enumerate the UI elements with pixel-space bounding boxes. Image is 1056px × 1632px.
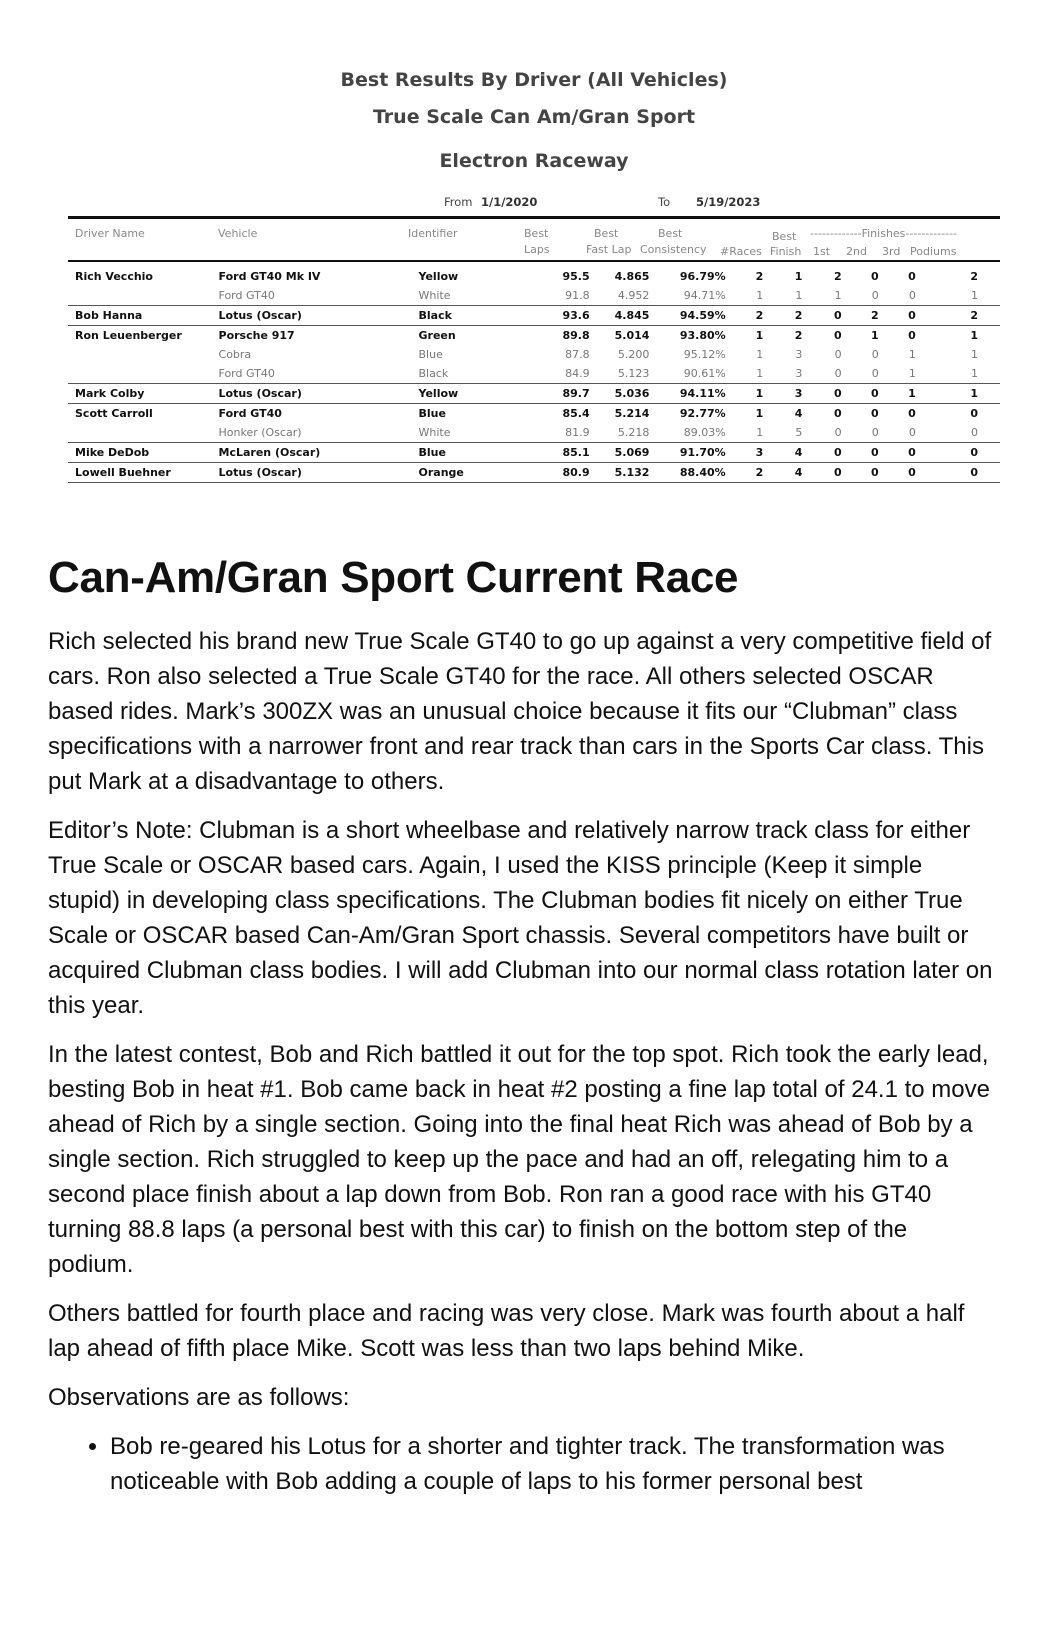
header-rule: [68, 216, 1000, 219]
cell-third: 1: [893, 384, 930, 404]
table-row: [68, 384, 1000, 404]
cell-third: 0: [893, 306, 930, 326]
cell-third: 0: [908, 329, 916, 342]
col-best-fast-2: Fast Lap: [586, 243, 632, 256]
results-table: [68, 267, 1000, 483]
cell-identifier: Black: [419, 306, 541, 326]
cell-cons: 88.40%: [649, 463, 725, 483]
table-row: [68, 404, 1000, 424]
cell-podiums: 1: [970, 329, 978, 342]
paragraph: Others battled for fourth place and racing was very close. Mark was fourth about a half lap ahead of fifth place Mike. Scott was less than two laps behind Mike.: [48, 1300, 965, 1362]
cell-third: 0: [908, 407, 916, 420]
col-first: 1st: [813, 245, 831, 258]
cell-cons: 93.80%: [679, 329, 726, 342]
to-label: To: [658, 195, 671, 209]
cell-laps: 84.9: [540, 364, 589, 384]
cell-fast: 5.214: [614, 407, 650, 420]
cell-driver: [68, 286, 219, 306]
cell-cons: 89.03%: [649, 423, 725, 443]
cell-races: 1: [755, 407, 764, 420]
cell-races: 2: [755, 270, 764, 283]
cell-finish: 4: [777, 443, 816, 463]
cell-fast: 5.069: [590, 443, 650, 463]
cell-vehicle: Lotus (Oscar): [219, 384, 419, 404]
cell-cons: 90.61%: [649, 364, 725, 384]
cell-finish: 1: [777, 286, 816, 306]
list-item: • Bob re-geared his Lotus for a shorter and tighter track. The transformation was noticeable with Bob adding a couple of laps to his former personal best: [110, 1429, 998, 1499]
col-podiums: Podiums: [910, 245, 957, 258]
cell-first: 0: [816, 384, 855, 404]
cell-third: 1: [908, 348, 916, 361]
cell-finish: 5: [777, 423, 816, 443]
cell-second: 0: [856, 443, 893, 463]
cell-vehicle: McLaren (Oscar): [219, 443, 419, 463]
cell-laps: 89.8: [562, 329, 590, 342]
col-best-finish-2: Finish: [770, 245, 802, 258]
cell-driver: Mark Colby: [68, 384, 219, 404]
col-best-finish-1: Best: [772, 230, 797, 243]
cell-cons: 91.70%: [649, 443, 725, 463]
table-row: [68, 326, 1000, 346]
cell-first: 0: [833, 407, 842, 420]
cell-identifier: Blue: [418, 348, 443, 361]
report-title: Best Results By Driver (All Vehicles): [340, 69, 728, 91]
cell-finish: 3: [795, 348, 803, 361]
cell-fast: 5.200: [617, 348, 650, 361]
col-best-fast-1: Best: [594, 227, 619, 240]
cell-driver: Bob Hanna: [68, 306, 219, 326]
cell-driver: Lowell Buehner: [68, 463, 219, 483]
col-finishes: -------------Finishes-------------: [810, 227, 958, 240]
cell-vehicle: Cobra: [218, 348, 252, 361]
cell-podiums: 1: [971, 348, 978, 361]
cell-first: 0: [833, 329, 842, 342]
cell-third: 0: [893, 286, 930, 306]
cell-finish: 2: [777, 306, 816, 326]
cell-vehicle: Ford GT40: [219, 364, 419, 384]
cell-laps: 93.6: [540, 306, 589, 326]
cell-fast: 5.132: [590, 463, 650, 483]
cell-fast: 4.865: [614, 270, 650, 283]
cell-podiums: 0: [930, 423, 1000, 443]
cell-laps: 81.9: [540, 423, 589, 443]
cell-podiums: 1: [930, 364, 1000, 384]
cell-identifier: Blue: [418, 407, 446, 420]
cell-third: 0: [893, 423, 930, 443]
cell-cons: 94.11%: [649, 384, 725, 404]
cell-podiums: 1: [930, 384, 1000, 404]
cell-fast: 5.218: [590, 423, 650, 443]
cell-laps: 80.9: [540, 463, 589, 483]
cell-cons: 95.12%: [683, 348, 726, 361]
cell-finish: 1: [794, 270, 803, 283]
header-underline: [68, 260, 1000, 262]
cell-driver: Rich Vecchio: [75, 270, 153, 283]
cell-laps: 95.5: [562, 270, 590, 283]
table-row: [68, 364, 1000, 384]
cell-races: 1: [726, 364, 778, 384]
cell-podiums: 0: [970, 407, 978, 420]
cell-driver: Ron Leuenberger: [75, 329, 182, 342]
cell-races: 1: [726, 384, 778, 404]
cell-third: 1: [893, 364, 930, 384]
cell-vehicle: Lotus (Oscar): [219, 463, 419, 483]
table-row: [68, 443, 1000, 463]
cell-laps: 87.8: [565, 348, 590, 361]
cell-races: 1: [755, 329, 764, 342]
from-label: From: [444, 195, 473, 209]
cell-vehicle: Honker (Oscar): [219, 423, 419, 443]
cell-driver: [68, 364, 219, 384]
cell-finish: 3: [777, 364, 816, 384]
col-third: 3rd: [882, 245, 901, 258]
article-body: [48, 624, 998, 1499]
cell-fast: 4.845: [590, 306, 650, 326]
cell-identifier: Green: [418, 329, 456, 342]
cell-identifier: Yellow: [418, 270, 459, 283]
table-row: [68, 345, 1000, 364]
to-date: 5/19/2023: [696, 195, 761, 209]
col-best-laps-1: Best: [524, 227, 549, 240]
cell-podiums: 0: [930, 463, 1000, 483]
cell-laps: 85.1: [540, 443, 589, 463]
paragraph: Rich selected his brand new True Scale GT40 to go up against a very competitive field of cars. Ron also selected a True Scale GT40 for the race. All others selected OSCAR based rides. Mark’s 300ZX was an unusual choice because it fits our “Clubman” class specifications with a narrower front and rear track than cars in the Sports Car class. This put Mark at a disadvantage to others.: [48, 628, 992, 795]
cell-identifier: Black: [419, 364, 541, 384]
column-headers: [68, 220, 1000, 262]
cell-fast: 5.036: [590, 384, 650, 404]
cell-podiums: 0: [930, 443, 1000, 463]
cell-laps: 85.4: [562, 407, 590, 420]
cell-second: 2: [856, 306, 893, 326]
report-track: Electron Raceway: [439, 150, 629, 172]
paragraph: Editor’s Note: Clubman is a short wheelbase and relatively narrow track class for either True Scale or OSCAR based cars. Again, I used the KISS principle (Keep it simple stupid) in developing class specifications. The Clubman bodies fit nicely on either True Scale or OSCAR based Can-Am/Gran Sport chassis. Several competitors have built or acquired Clubman class bodies. I will add Clubman into our normal class rotation later on this year.: [48, 817, 993, 1019]
cell-first: 0: [816, 306, 855, 326]
cell-first: 0: [834, 348, 842, 361]
article-heading: Can-Am/Gran Sport Current Race: [48, 553, 739, 602]
cell-first: 1: [816, 286, 855, 306]
cell-second: 0: [871, 270, 879, 283]
col-best-cons-1: Best: [658, 227, 683, 240]
cell-fast: 5.014: [614, 329, 650, 342]
observation-list: [48, 1429, 998, 1499]
cell-podiums: 2: [930, 306, 1000, 326]
table-row: [68, 286, 1000, 306]
cell-identifier: Orange: [419, 463, 541, 483]
table-row: [68, 423, 1000, 443]
report-class: True Scale Can Am/Gran Sport: [372, 106, 696, 128]
cell-first: 0: [816, 463, 855, 483]
cell-identifier: Yellow: [419, 384, 541, 404]
cell-cons: 96.79%: [679, 270, 726, 283]
cell-vehicle: Ford GT40 Mk IV: [218, 270, 321, 283]
col-best-cons-2: Consistency: [640, 243, 707, 256]
cell-vehicle: Lotus (Oscar): [219, 306, 419, 326]
cell-races: 2: [726, 306, 778, 326]
cell-fast: 4.952: [590, 286, 650, 306]
col-driver: Driver Name: [75, 227, 145, 240]
cell-second: 0: [856, 286, 893, 306]
cell-races: 2: [726, 463, 778, 483]
table-row: [68, 306, 1000, 326]
cell-vehicle: Porsche 917: [218, 329, 295, 342]
table-row: [68, 267, 1000, 286]
cell-cons: 94.71%: [649, 286, 725, 306]
cell-first: 0: [816, 364, 855, 384]
cell-second: 0: [856, 463, 893, 483]
cell-fast: 5.123: [590, 364, 650, 384]
cell-finish: 4: [794, 407, 803, 420]
cell-driver: [68, 345, 219, 364]
cell-first: 0: [816, 443, 855, 463]
paragraph: In the latest contest, Bob and Rich battled it out for the top spot. Rich took the early lead, besting Bob in heat #1. Bob came back in heat #2 posting a fine lap total of 24.1 to move ahead of Rich by a single section. Going into the final heat Rich was ahead of Bob by a single section. Rich struggled to keep up the pace and had an off, relegating him to a second place finish about a lap down from Bob. Ron ran a good race with his GT40 turning 88.8 laps (a personal best with this car) to finish on the bottom step of the podium.: [48, 1041, 990, 1278]
cell-second: 0: [871, 407, 879, 420]
cell-podiums: 1: [930, 286, 1000, 306]
col-second: 2nd: [846, 245, 867, 258]
cell-second: 1: [871, 329, 879, 342]
cell-cons: 94.59%: [649, 306, 725, 326]
col-identifier: Identifier: [408, 227, 458, 240]
cell-third: 0: [908, 270, 916, 283]
cell-first: 0: [816, 423, 855, 443]
cell-second: 0: [856, 364, 893, 384]
cell-second: 0: [856, 384, 893, 404]
cell-identifier: White: [419, 286, 541, 306]
cell-podiums: 2: [970, 270, 978, 283]
col-races: #Races: [720, 245, 762, 258]
from-date: 1/1/2020: [481, 195, 538, 209]
cell-cons: 92.77%: [679, 407, 726, 420]
cell-laps: 91.8: [540, 286, 589, 306]
col-best-laps-2: Laps: [524, 243, 550, 256]
cell-races: 1: [726, 286, 778, 306]
cell-third: 0: [893, 443, 930, 463]
cell-driver: Scott Carroll: [75, 407, 153, 420]
cell-races: 1: [756, 348, 764, 361]
cell-driver: [68, 423, 219, 443]
cell-third: 0: [893, 463, 930, 483]
cell-identifier: Blue: [419, 443, 541, 463]
cell-finish: 2: [794, 329, 803, 342]
cell-first: 2: [833, 270, 842, 283]
cell-identifier: White: [419, 423, 541, 443]
paragraph: Observations are as follows:: [48, 1384, 350, 1411]
cell-laps: 89.7: [540, 384, 589, 404]
cell-races: 1: [726, 423, 778, 443]
cell-vehicle: Ford GT40: [219, 286, 419, 306]
cell-driver: Mike DeDob: [68, 443, 219, 463]
cell-second: 0: [856, 423, 893, 443]
cell-finish: 3: [777, 384, 816, 404]
cell-finish: 4: [777, 463, 816, 483]
cell-vehicle: Ford GT40: [218, 407, 282, 420]
col-vehicle: Vehicle: [218, 227, 258, 240]
table-row: [68, 463, 1000, 483]
cell-second: 0: [871, 348, 879, 361]
cell-races: 3: [726, 443, 778, 463]
